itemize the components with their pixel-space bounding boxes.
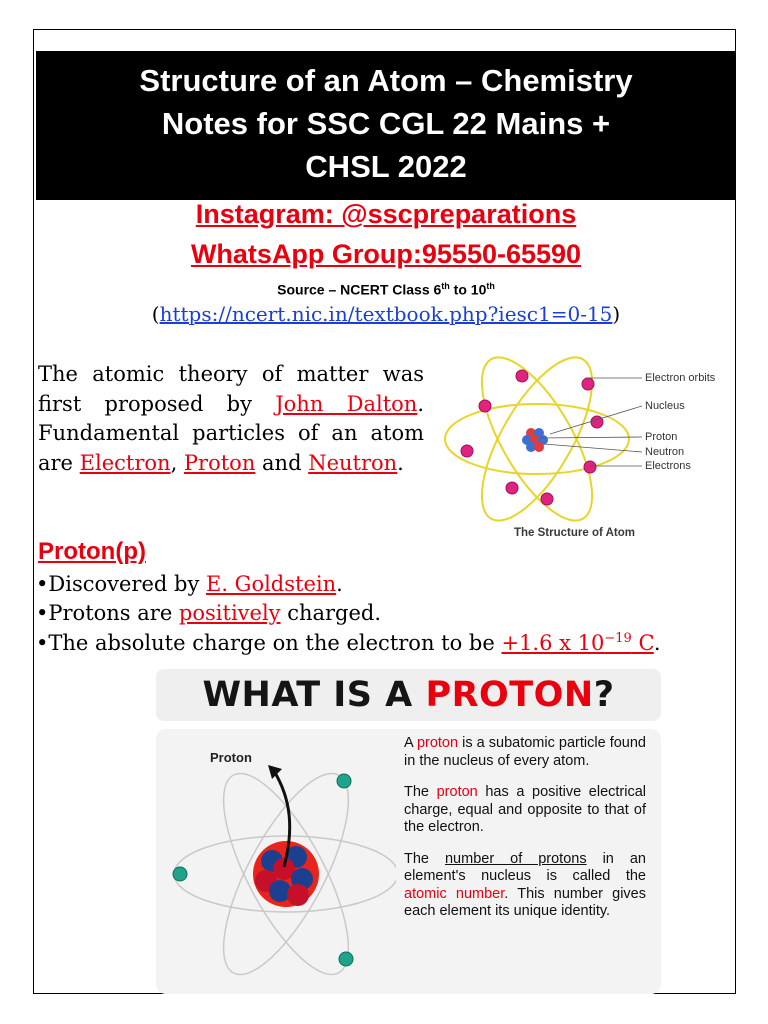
- bullet-charge: [36, 601, 381, 625]
- intro-paragraph: [38, 360, 424, 478]
- card-text: [404, 735, 646, 935]
- arrow-head-icon: [268, 765, 282, 779]
- close-paren: ): [612, 302, 621, 326]
- banner-part-2: ?: [593, 675, 615, 715]
- source-middle: to 10: [449, 281, 487, 298]
- card-nucleus: [253, 841, 319, 907]
- label-neutron: Neutron: [645, 446, 685, 458]
- card-paragraph-3: [404, 851, 646, 921]
- source-sup-1: th: [441, 281, 450, 291]
- atom-structure-figure: [440, 348, 740, 548]
- whatsapp-link[interactable]: WhatsApp Group:95550-65590: [190, 239, 582, 269]
- p2-b: has a positive electrical charge, equal and opposite to that of the electron.: [404, 784, 647, 835]
- bullet-1-prefix: •Discovered by: [36, 572, 206, 596]
- charge-value[interactable]: [501, 631, 653, 655]
- charge-exponent: −19: [604, 631, 632, 646]
- intro-text-1: The atomic theory of matter was first proposed by: [38, 362, 424, 416]
- neutron-link[interactable]: Neutron: [308, 450, 398, 475]
- p1-a: A: [404, 735, 417, 751]
- title-line-2: Notes for SSC CGL 22 Mains +: [161, 106, 611, 141]
- p3-b: in an element's nucleus is called the: [404, 850, 646, 884]
- p3-a: The: [404, 850, 445, 867]
- open-paren: (: [151, 302, 160, 326]
- positively-link[interactable]: positively: [178, 601, 281, 625]
- source-line: [36, 281, 736, 298]
- label-electron-orbits: Electron orbits: [645, 372, 716, 384]
- ncert-link[interactable]: https://ncert.nic.in/textbook.php?iesc1=0-15: [159, 302, 613, 326]
- card-paragraph-2: [404, 784, 646, 837]
- electron: [461, 445, 473, 457]
- intro-comma: ,: [170, 450, 184, 475]
- card-figure-label: Proton: [210, 750, 252, 765]
- dalton-link[interactable]: John Dalton: [275, 391, 418, 416]
- electron: [584, 461, 596, 473]
- p1-b: is a subatomic particle found in the nucleus of every atom.: [404, 735, 646, 769]
- proton-info-card: [156, 729, 661, 994]
- title-banner: [36, 51, 736, 200]
- proton-link[interactable]: Proton: [183, 450, 256, 475]
- bullet-3-prefix: •The absolute charge on the electron to be: [36, 631, 502, 655]
- source-sup-2: th: [486, 281, 495, 291]
- electron: [506, 482, 518, 494]
- label-nucleus: Nucleus: [645, 400, 685, 412]
- p3-c: . This number gives each element its unique identity.: [404, 885, 646, 919]
- bullet-2-prefix: •Protons are: [36, 601, 179, 625]
- title-line-1: Structure of an Atom – Chemistry: [139, 63, 633, 98]
- instagram-link[interactable]: Instagram: @sscpreparations: [195, 199, 577, 229]
- intro-end: .: [397, 450, 404, 475]
- figure-caption: The Structure of Atom: [514, 527, 635, 539]
- bullet-3-suffix: .: [653, 631, 661, 655]
- p3-atomic: atomic number: [404, 885, 505, 902]
- title-line-3: CHSL 2022: [305, 149, 467, 184]
- p3-underlined: number of protons: [444, 850, 587, 867]
- card-proton: [287, 884, 309, 906]
- p2-a: The: [404, 784, 437, 800]
- goldstein-link[interactable]: E. Goldstein: [205, 572, 337, 596]
- charge-base: +1.6 x 10: [501, 631, 605, 655]
- nucleus: [522, 428, 548, 452]
- banner-highlight: PROTON: [425, 675, 594, 715]
- p2-proton: proton: [436, 784, 478, 800]
- intro-and: and: [255, 450, 309, 475]
- electron-link[interactable]: Electron: [79, 450, 171, 475]
- what-is-proton-banner: [156, 669, 661, 721]
- bullet-absolute-charge: [36, 631, 661, 655]
- electron: [591, 416, 603, 428]
- proton-particle: [534, 442, 544, 452]
- charge-unit: C: [631, 631, 654, 655]
- bullet-1-suffix: .: [336, 572, 343, 596]
- electron: [541, 493, 553, 505]
- card-electron: [339, 952, 353, 966]
- electron: [516, 370, 528, 382]
- banner-part-1: WHAT IS A: [202, 675, 426, 715]
- p1-proton: proton: [416, 735, 459, 751]
- source-prefix: Source – NCERT Class 6: [277, 281, 442, 298]
- label-proton: Proton: [645, 431, 678, 443]
- card-paragraph-1: [404, 735, 646, 770]
- source-url-line: [36, 302, 736, 326]
- bullet-2-suffix: charged.: [280, 601, 382, 625]
- card-electron: [337, 774, 351, 788]
- proton-heading: Proton(p): [38, 538, 146, 565]
- proton-atom-figure: [156, 729, 396, 994]
- electron: [582, 378, 594, 390]
- label-electrons: Electrons: [645, 460, 691, 472]
- card-electron: [173, 867, 187, 881]
- bullet-discovered: [36, 572, 343, 596]
- electron: [479, 400, 491, 412]
- intro-text-2: . Fundamental particles of an atom are: [38, 391, 425, 475]
